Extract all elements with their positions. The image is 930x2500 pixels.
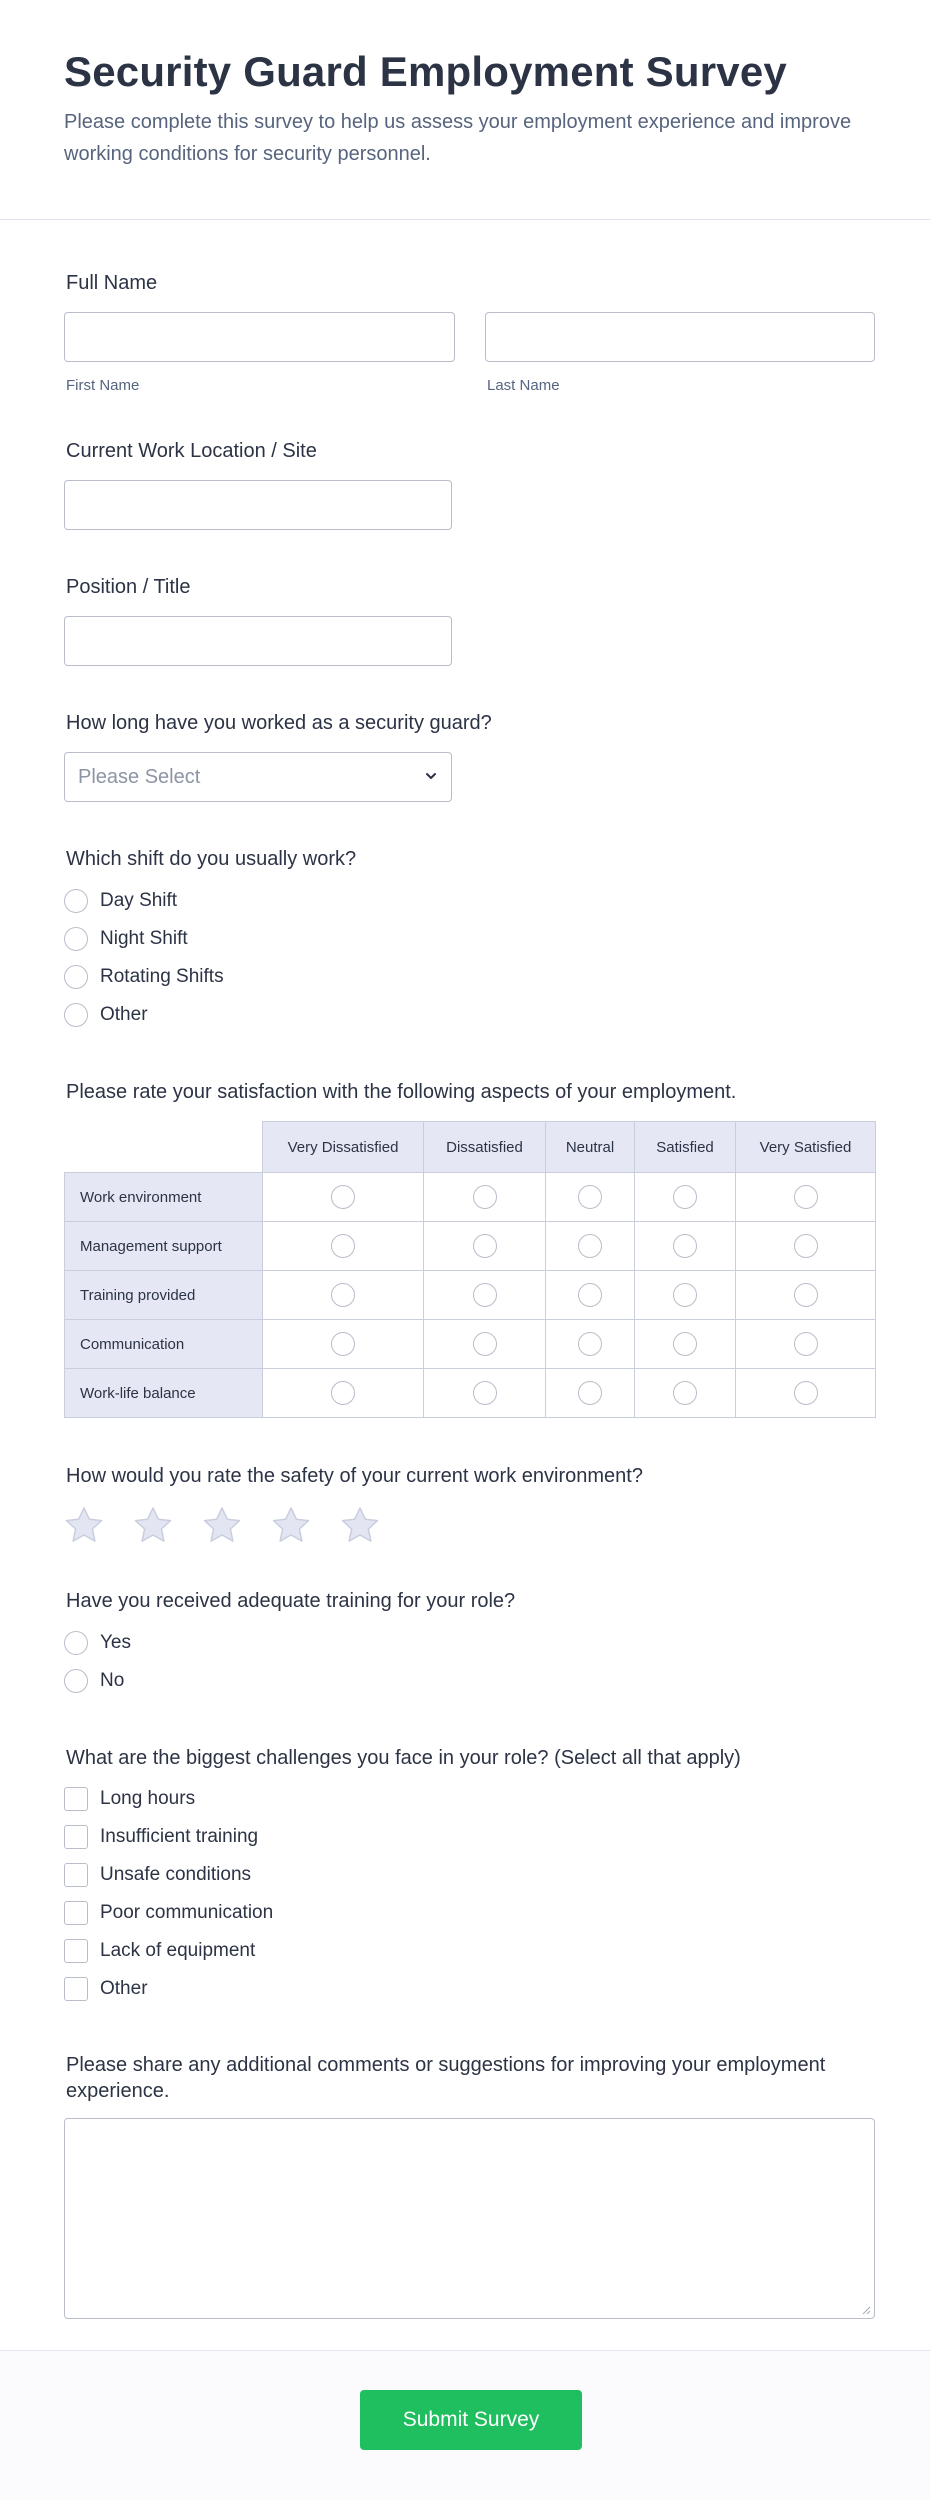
tenure-select-placeholder: Please Select bbox=[78, 765, 201, 788]
star-icon[interactable] bbox=[64, 1505, 104, 1545]
matrix-radio[interactable] bbox=[473, 1283, 497, 1307]
shift-option-label: Rotating Shifts bbox=[100, 966, 224, 987]
challenge-option-lack-of-equipment[interactable] bbox=[64, 1938, 255, 1964]
last-name-sublabel: Last Name bbox=[487, 377, 560, 394]
matrix-radio[interactable] bbox=[473, 1332, 497, 1356]
challenge-option-label: Other bbox=[100, 1978, 148, 1999]
shift-label: Which shift do you usually work? bbox=[66, 848, 357, 870]
star-icon[interactable] bbox=[340, 1505, 380, 1545]
position-input[interactable] bbox=[64, 616, 452, 666]
matrix-radio[interactable] bbox=[673, 1234, 697, 1258]
training-option-yes[interactable] bbox=[64, 1630, 131, 1656]
page-subtitle: Please complete this survey to help us assess your employment experience and improve working conditions for security personnel. bbox=[64, 111, 852, 165]
challenge-option-long-hours[interactable] bbox=[64, 1786, 195, 1812]
challenge-option-label: Unsafe conditions bbox=[100, 1864, 252, 1885]
matrix-radio[interactable] bbox=[673, 1332, 697, 1356]
matrix-radio[interactable] bbox=[673, 1381, 697, 1405]
radio-button[interactable] bbox=[64, 927, 88, 951]
shift-option-label: Night Shift bbox=[100, 928, 188, 949]
checkbox[interactable] bbox=[64, 1977, 88, 2001]
shift-option-rotating[interactable] bbox=[64, 964, 224, 990]
position-label: Position / Title bbox=[66, 576, 191, 598]
challenges-label: What are the biggest challenges you face in your role? (Select all that apply) bbox=[66, 1747, 741, 1769]
matrix-radio[interactable] bbox=[331, 1234, 355, 1258]
matrix-radio[interactable] bbox=[794, 1381, 818, 1405]
matrix-radio[interactable] bbox=[578, 1234, 602, 1258]
matrix-radio[interactable] bbox=[331, 1185, 355, 1209]
matrix-row bbox=[65, 1320, 876, 1369]
checkbox[interactable] bbox=[64, 1863, 88, 1887]
submit-button[interactable]: Submit Survey bbox=[360, 2390, 582, 2450]
matrix-column-header: Neutral bbox=[546, 1122, 635, 1173]
safety-rating-label: How would you rate the safety of your current work environment? bbox=[66, 1465, 643, 1487]
work-location-input[interactable] bbox=[64, 480, 452, 530]
matrix-row bbox=[65, 1271, 876, 1320]
matrix-row-label: Work-life balance bbox=[65, 1369, 263, 1418]
radio-button[interactable] bbox=[64, 1631, 88, 1655]
form-footer bbox=[0, 2350, 930, 2500]
shift-option-other[interactable] bbox=[64, 1002, 148, 1028]
challenge-option-poor-communication[interactable] bbox=[64, 1900, 273, 1926]
challenge-option-other[interactable] bbox=[64, 1976, 148, 2002]
page-title: Security Guard Employment Survey bbox=[64, 48, 787, 95]
matrix-radio[interactable] bbox=[578, 1381, 602, 1405]
radio-button[interactable] bbox=[64, 889, 88, 913]
matrix-row bbox=[65, 1173, 876, 1222]
matrix-radio[interactable] bbox=[331, 1283, 355, 1307]
shift-option-day[interactable] bbox=[64, 888, 177, 914]
challenge-option-label: Insufficient training bbox=[100, 1826, 259, 1847]
checkbox[interactable] bbox=[64, 1787, 88, 1811]
work-location-label: Current Work Location / Site bbox=[66, 440, 317, 462]
matrix-radio[interactable] bbox=[794, 1332, 818, 1356]
matrix-radio[interactable] bbox=[331, 1332, 355, 1356]
training-label: Have you received adequate training for your role? bbox=[66, 1590, 516, 1612]
matrix-radio[interactable] bbox=[578, 1283, 602, 1307]
satisfaction-matrix bbox=[64, 1121, 876, 1418]
challenge-option-unsafe-conditions[interactable] bbox=[64, 1862, 251, 1888]
full-name-label: Full Name bbox=[66, 272, 158, 294]
matrix-header-row bbox=[65, 1122, 876, 1173]
matrix-radio[interactable] bbox=[673, 1185, 697, 1209]
radio-button[interactable] bbox=[64, 1003, 88, 1027]
form-header bbox=[0, 0, 930, 220]
star-icon[interactable] bbox=[133, 1505, 173, 1545]
matrix-row bbox=[65, 1222, 876, 1271]
comments-label: Please share any additional comments or suggestions for improving your employment experience. bbox=[66, 2054, 826, 2102]
training-option-no[interactable] bbox=[64, 1668, 124, 1694]
matrix-radio[interactable] bbox=[794, 1283, 818, 1307]
challenge-option-insufficient-training[interactable] bbox=[64, 1824, 258, 1850]
tenure-select[interactable] bbox=[64, 752, 452, 802]
matrix-radio[interactable] bbox=[331, 1381, 355, 1405]
matrix-corner bbox=[65, 1122, 263, 1173]
star-icon[interactable] bbox=[202, 1505, 242, 1545]
matrix-row-label: Management support bbox=[65, 1222, 263, 1271]
radio-button[interactable] bbox=[64, 1669, 88, 1693]
challenge-option-label: Long hours bbox=[100, 1788, 196, 1809]
matrix-radio[interactable] bbox=[794, 1234, 818, 1258]
matrix-row-label: Training provided bbox=[65, 1271, 263, 1320]
training-option-label: No bbox=[100, 1670, 125, 1691]
matrix-column-header: Satisfied bbox=[635, 1122, 736, 1173]
satisfaction-label: Please rate your satisfaction with the following aspects of your employment. bbox=[66, 1081, 737, 1103]
shift-option-label: Other bbox=[100, 1004, 148, 1025]
comments-textarea[interactable] bbox=[64, 2118, 875, 2319]
radio-button[interactable] bbox=[64, 965, 88, 989]
last-name-input[interactable] bbox=[485, 312, 875, 362]
first-name-sublabel: First Name bbox=[66, 377, 140, 394]
matrix-radio[interactable] bbox=[473, 1185, 497, 1209]
tenure-label: How long have you worked as a security guard? bbox=[66, 712, 492, 734]
star-icon[interactable] bbox=[271, 1505, 311, 1545]
star-rating bbox=[64, 1505, 409, 1545]
shift-option-night[interactable] bbox=[64, 926, 188, 952]
matrix-radio[interactable] bbox=[673, 1283, 697, 1307]
matrix-row-label: Work environment bbox=[65, 1173, 263, 1222]
first-name-input[interactable] bbox=[64, 312, 455, 362]
matrix-column-header: Very Satisfied bbox=[736, 1122, 876, 1173]
resize-handle-icon[interactable] bbox=[861, 2305, 871, 2315]
checkbox[interactable] bbox=[64, 1939, 88, 1963]
matrix-row-label: Communication bbox=[65, 1320, 263, 1369]
matrix-row bbox=[65, 1369, 876, 1418]
matrix-radio[interactable] bbox=[473, 1381, 497, 1405]
checkbox[interactable] bbox=[64, 1825, 88, 1849]
matrix-column-header: Very Dissatisfied bbox=[263, 1122, 424, 1173]
matrix-radio[interactable] bbox=[473, 1234, 497, 1258]
matrix-radio[interactable] bbox=[578, 1185, 602, 1209]
matrix-radio[interactable] bbox=[794, 1185, 818, 1209]
chevron-down-icon bbox=[425, 770, 437, 782]
challenge-option-label: Lack of equipment bbox=[100, 1940, 256, 1961]
checkbox[interactable] bbox=[64, 1901, 88, 1925]
matrix-column-header: Dissatisfied bbox=[424, 1122, 546, 1173]
challenge-option-label: Poor communication bbox=[100, 1902, 274, 1923]
shift-option-label: Day Shift bbox=[100, 890, 178, 911]
matrix-radio[interactable] bbox=[578, 1332, 602, 1356]
training-option-label: Yes bbox=[100, 1632, 131, 1653]
